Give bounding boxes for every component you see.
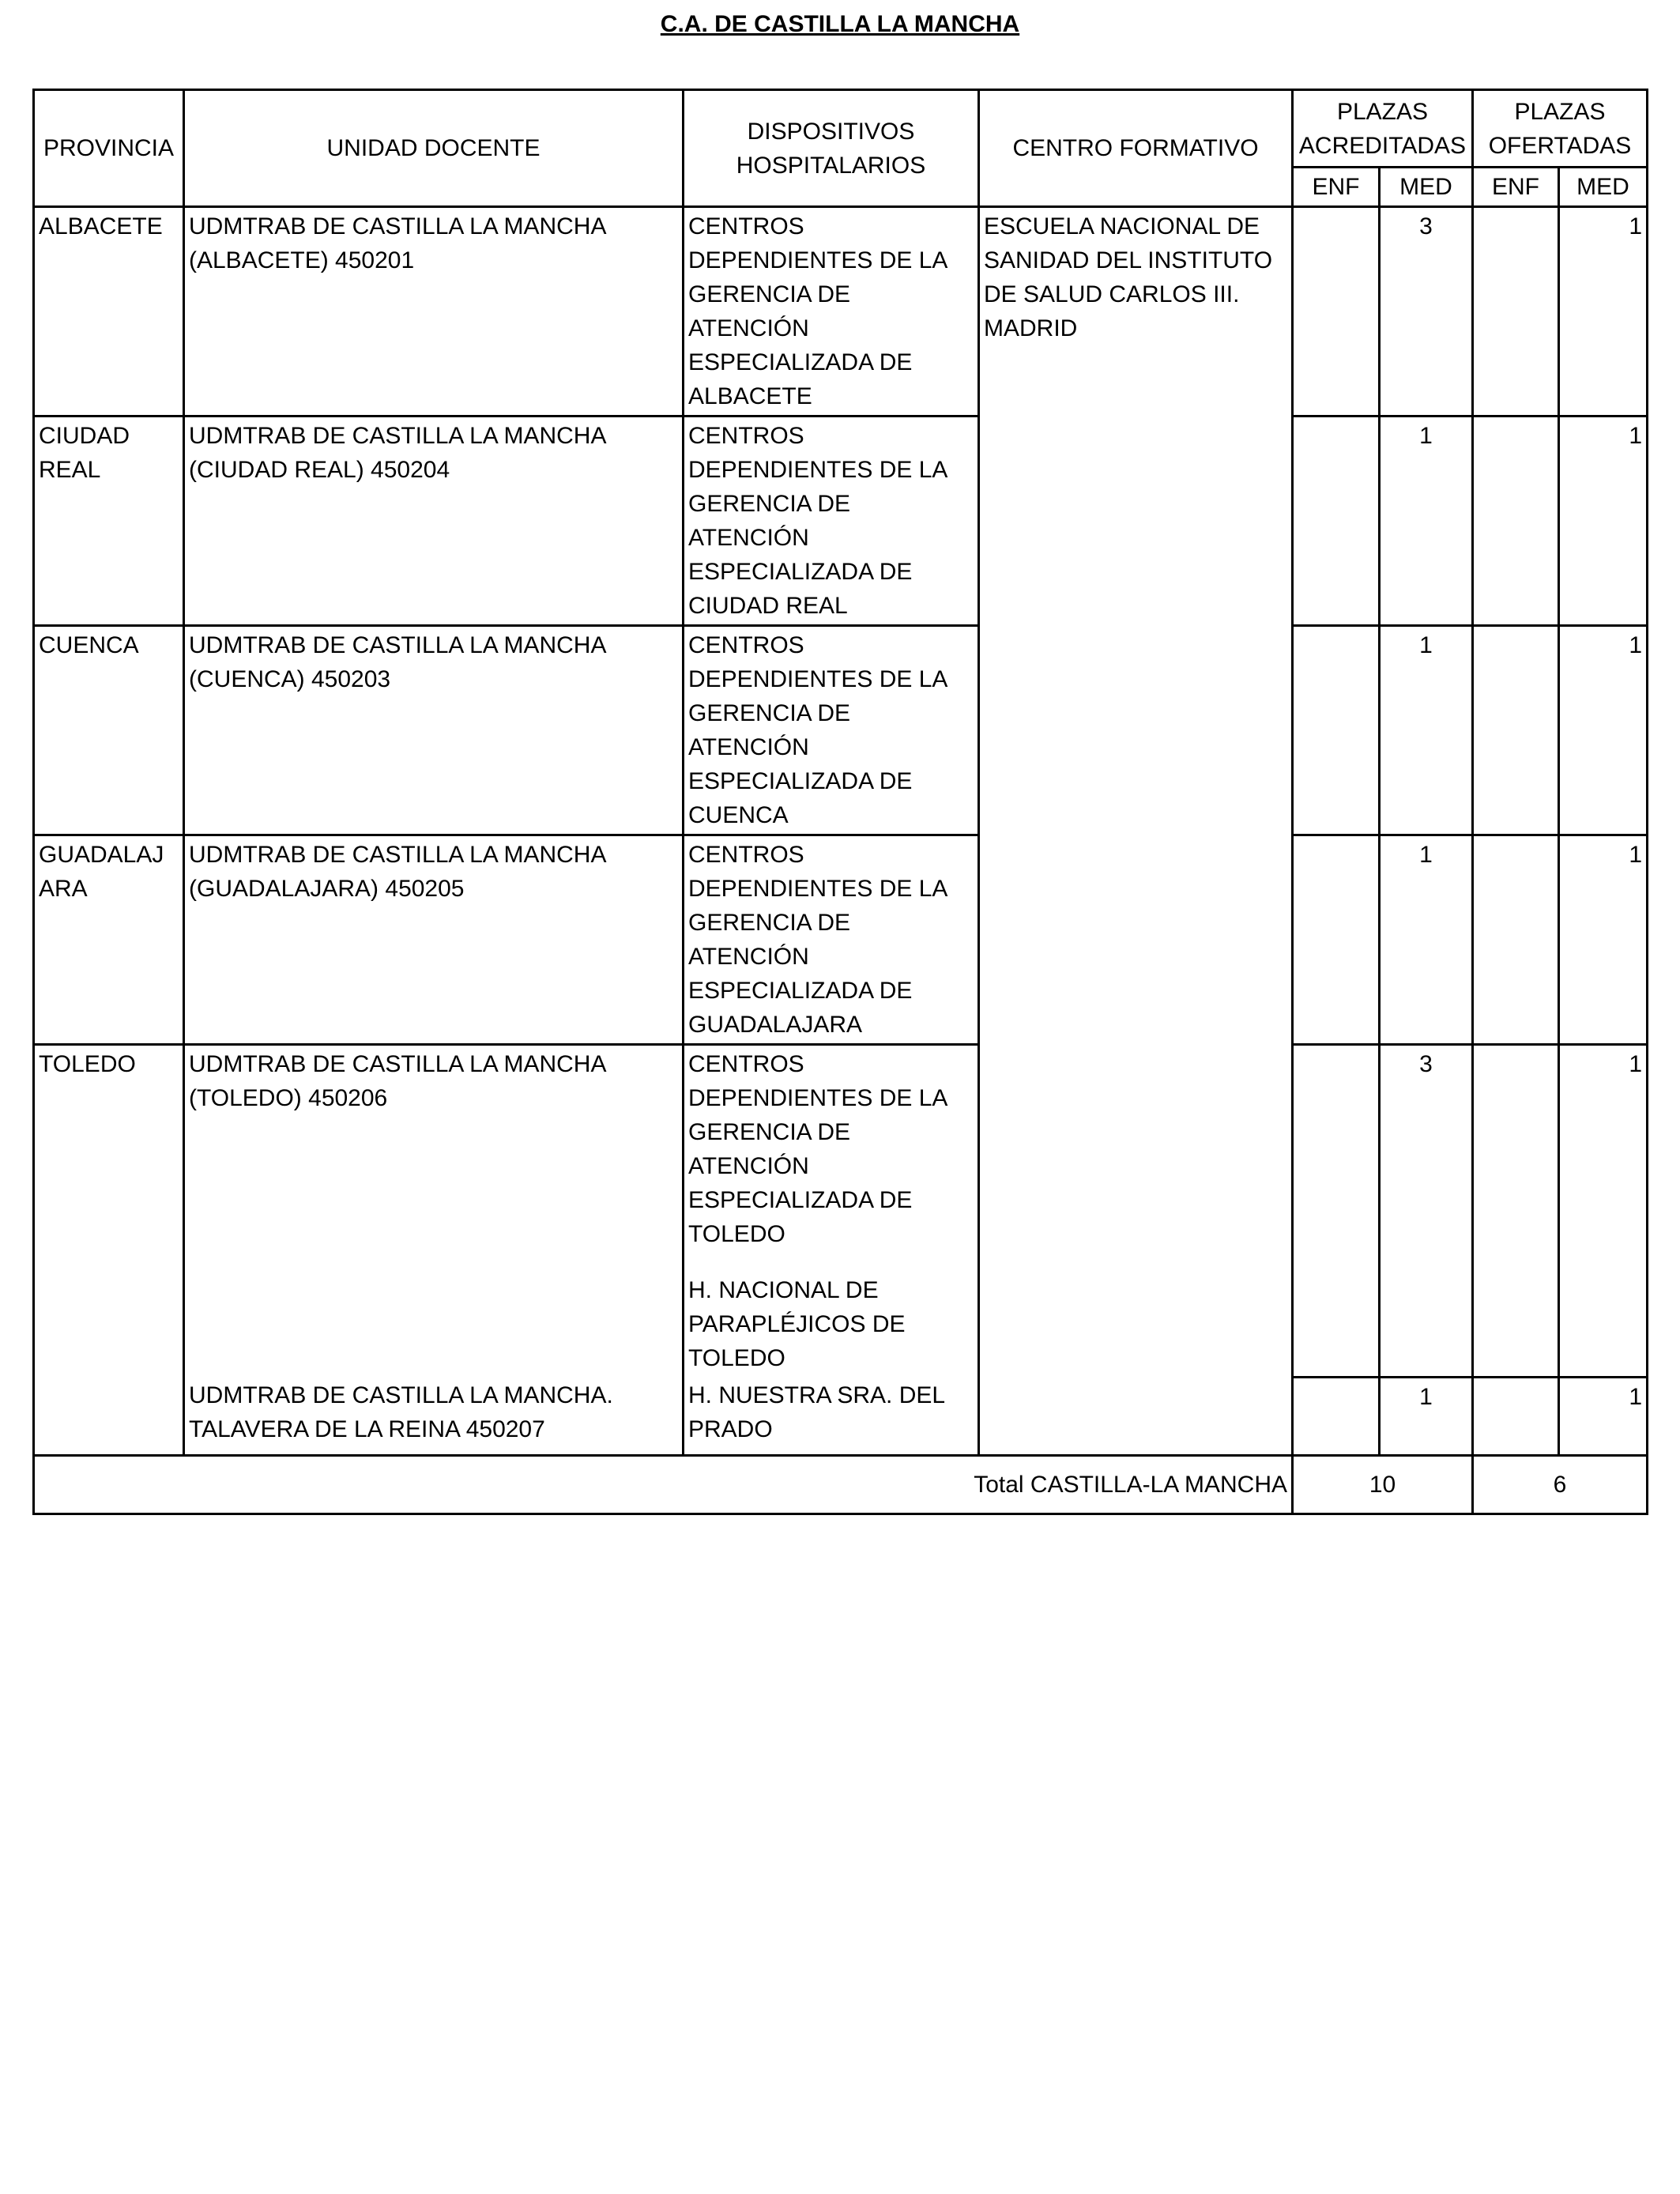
cell-ofert-enf [1473, 1377, 1559, 1455]
cell-ofert-enf [1473, 207, 1559, 417]
cell-provincia: GUADALAJARA [34, 835, 184, 1045]
total-row [34, 1455, 1648, 1514]
cell-ofert-med: 1 [1559, 417, 1648, 626]
cell-ofert-enf [1473, 417, 1559, 626]
cell-ofert-enf [1473, 1045, 1559, 1378]
plazas-table [32, 89, 1648, 1515]
table-row [34, 835, 1648, 1045]
cell-dispositivos: CENTROS DEPENDIENTES DE LA GERENCIA DE ATENCIÓN ESPECIALIZADA DE CIUDAD REAL [684, 417, 979, 626]
cell-unidad: UDMTRAB DE CASTILLA LA MANCHA. TALAVERA DE LA REINA 450207 [184, 1377, 684, 1455]
cell-acred-enf [1293, 835, 1380, 1045]
cell-acred-enf [1293, 417, 1380, 626]
header-acred-med: MED [1380, 168, 1473, 207]
cell-ofert-med: 1 [1559, 207, 1648, 417]
cell-centro-formativo: ESCUELA NACIONAL DE SANIDAD DEL INSTITUTO DE SALUD CARLOS III. MADRID [979, 207, 1293, 1456]
header-plazas-ofertadas: PLAZAS OFERTADAS [1473, 90, 1648, 168]
cell-dispositivos: CENTROS DEPENDIENTES DE LA GERENCIA DE ATENCIÓN ESPECIALIZADA DE CUENCA [684, 626, 979, 835]
header-acred-enf: ENF [1293, 168, 1380, 207]
cell-ofert-enf [1473, 835, 1559, 1045]
table-row [34, 626, 1648, 835]
cell-acred-med: 1 [1380, 1377, 1473, 1455]
cell-unidad: UDMTRAB DE CASTILLA LA MANCHA (CIUDAD REAL) 450204 [184, 417, 684, 626]
cell-unidad: UDMTRAB DE CASTILLA LA MANCHA (TOLEDO) 450206 [184, 1045, 684, 1378]
header-ofert-enf: ENF [1473, 168, 1559, 207]
dispositivo-text: H. NACIONAL DE PARAPLÉJICOS DE TOLEDO [688, 1277, 906, 1371]
cell-acred-med: 1 [1380, 626, 1473, 835]
cell-provincia: CUENCA [34, 626, 184, 835]
cell-unidad: UDMTRAB DE CASTILLA LA MANCHA (ALBACETE) 450201 [184, 207, 684, 417]
cell-dispositivos [684, 1045, 979, 1378]
header-plazas-acreditadas: PLAZAS ACREDITADAS [1293, 90, 1473, 168]
total-label: Total CASTILLA-LA MANCHA [34, 1455, 1293, 1514]
table-row [34, 1377, 1648, 1455]
cell-acred-enf [1293, 1377, 1380, 1455]
cell-provincia: TOLEDO [34, 1045, 184, 1456]
cell-acred-med: 1 [1380, 417, 1473, 626]
cell-dispositivos: H. NUESTRA SRA. DEL PRADO [684, 1377, 979, 1455]
cell-ofert-med: 1 [1559, 835, 1648, 1045]
cell-acred-med: 3 [1380, 207, 1473, 417]
total-ofertadas: 6 [1473, 1455, 1648, 1514]
table-row [34, 207, 1648, 417]
cell-acred-med: 1 [1380, 835, 1473, 1045]
cell-dispositivos: CENTROS DEPENDIENTES DE LA GERENCIA DE ATENCIÓN ESPECIALIZADA DE ALBACETE [684, 207, 979, 417]
total-acreditadas: 10 [1293, 1455, 1473, 1514]
cell-ofert-med: 1 [1559, 1045, 1648, 1378]
cell-acred-enf [1293, 207, 1380, 417]
header-unidad-docente: UNIDAD DOCENTE [184, 90, 684, 207]
table-row [34, 417, 1648, 626]
cell-unidad: UDMTRAB DE CASTILLA LA MANCHA (GUADALAJARA) 450205 [184, 835, 684, 1045]
cell-ofert-med: 1 [1559, 1377, 1648, 1455]
cell-ofert-med: 1 [1559, 626, 1648, 835]
header-dispositivos: DISPOSITIVOS HOSPITALARIOS [684, 90, 979, 207]
table-row [34, 1045, 1648, 1378]
header-centro-formativo: CENTRO FORMATIVO [979, 90, 1293, 207]
dispositivo-text: CENTROS DEPENDIENTES DE LA GERENCIA DE ATENCIÓN ESPECIALIZADA DE TOLEDO [688, 1051, 947, 1247]
cell-acred-enf [1293, 1045, 1380, 1378]
page-title: C.A. DE CASTILLA LA MANCHA [660, 11, 1020, 37]
cell-provincia: ALBACETE [34, 207, 184, 417]
cell-acred-med: 3 [1380, 1045, 1473, 1378]
cell-dispositivos: CENTROS DEPENDIENTES DE LA GERENCIA DE ATENCIÓN ESPECIALIZADA DE GUADALAJARA [684, 835, 979, 1045]
header-provincia: PROVINCIA [34, 90, 184, 207]
cell-ofert-enf [1473, 626, 1559, 835]
cell-acred-enf [1293, 626, 1380, 835]
cell-provincia: CIUDAD REAL [34, 417, 184, 626]
cell-unidad: UDMTRAB DE CASTILLA LA MANCHA (CUENCA) 450203 [184, 626, 684, 835]
header-ofert-med: MED [1559, 168, 1648, 207]
